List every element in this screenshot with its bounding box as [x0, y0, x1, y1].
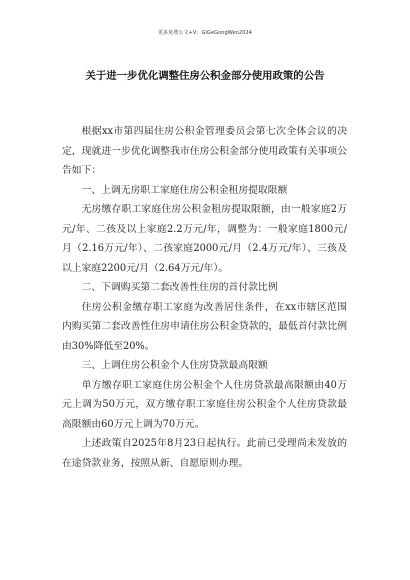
document-title: 关于进一步优化调整住房公积金部分使用政策的公告: [85, 70, 325, 82]
section-heading-1: 一、上调无房职工家庭住房公积金租房提取限额: [81, 184, 288, 196]
header-note: 更多免费公文+V：GiGeGongWen2024: [157, 30, 253, 36]
intro-paragraph: 根据xx市第四届住房公积金管理委员会第七次全体会议的决定，现就进一步优化调整我市住房公积金部分使用政策有关事项公告如下：: [62, 126, 347, 176]
section-paragraph-3: 单方缴存职工家庭住房公积金个人住房贷款最高限额由40万元上调为50万元，双方缴存职工家庭住房公积金个人住房贷款最高限额由60万元上调为70万元。: [62, 379, 347, 430]
section-heading-3: 三、上调住房公积金个人住房贷款最高限额: [81, 360, 268, 371]
section-heading-2: 二、下调购买第二套改善性住房的首付款比例: [81, 282, 278, 293]
section-paragraph-1: 无房缴存职工家庭住房公积金租房提取限额，由一般家庭2万元/年、二孩及以上家庭2.2万元/年，调整为：一般家庭1800元/月（2.16万元/年）、二孩家庭2000元/月（2.4万元/年）、三孩及以上家庭2200元/月（2.64万元/年）。: [62, 204, 347, 274]
document-body: [62, 122, 347, 473]
closing-paragraph: 上述政策自2025年8月23日起执行。此前已受理尚未发放的在途贷款业务，按照从新、自愿原则办理。: [62, 438, 347, 469]
section-paragraph-2: 住房公积金缴存职工家庭为改善居住条件，在xx市辖区范围内购买第二套改善性住房申请住房公积金贷款的，最低首付款比例由30%降低至20%。: [62, 301, 347, 352]
